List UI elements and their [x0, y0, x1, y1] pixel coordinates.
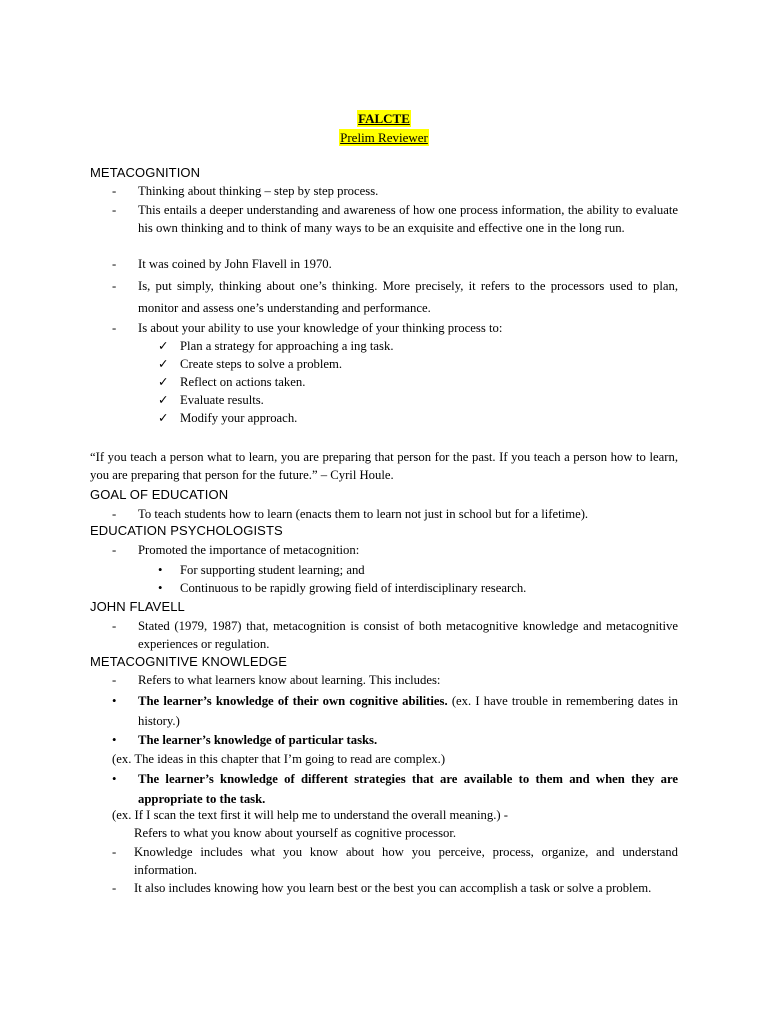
list-item-text: It also includes knowing how you learn best or the best you can accomplish a task or solve a problem. — [134, 881, 652, 895]
bullet-bold-text: The learner’s knowledge of particular tasks. — [138, 733, 378, 747]
quote-paragraph: “If you teach a person what to learn, you are preparing that person for the past. If you teach a person how to learn, you are preparing that person for the future.” – Cyril Houle. — [90, 450, 678, 482]
list-item — [112, 617, 678, 653]
checklist-item-text: Create steps to solve a problem. — [180, 357, 343, 371]
bullet-item-text: Continuous to be rapidly growing field of interdisciplinary research. — [180, 581, 527, 595]
bullet-item — [158, 561, 678, 579]
bullet-item — [158, 579, 678, 597]
checkmark-icon: ✓ — [158, 375, 169, 389]
dash-marker: - — [112, 507, 117, 521]
list-item — [112, 671, 678, 689]
bullet-item-text: For supporting student learning; and — [180, 563, 365, 577]
dash-marker: - — [112, 673, 117, 687]
bullet-marker: • — [112, 733, 117, 747]
dash-marker: - — [112, 257, 117, 271]
heading-metacognitive-knowledge: METACOGNITIVE KNOWLEDGE — [90, 654, 288, 669]
bullet-marker: • — [112, 772, 117, 786]
bullet-marker: • — [158, 563, 163, 577]
list-item-text: Is about your ability to use your knowledge of your thinking process to: — [138, 321, 503, 335]
heading-education-psychologists: EDUCATION PSYCHOLOGISTS — [90, 523, 283, 538]
bullet-bold-text: The learner’s knowledge of different strategies that are available to them and when they are appropriate to the task. — [138, 772, 678, 806]
heading-john-flavell: JOHN FLAVELL — [90, 599, 185, 614]
heading-goal-of-education: GOAL OF EDUCATION — [90, 487, 229, 502]
bullet-item-text — [138, 731, 678, 749]
document-title: FALCTE — [358, 111, 410, 126]
bullet-marker: • — [112, 694, 117, 708]
checkmark-icon: ✓ — [158, 393, 169, 407]
dash-marker: - — [112, 203, 117, 217]
dash-marker: - — [112, 619, 117, 633]
list-item-text: Refers to what learners know about learning. This includes: — [138, 673, 441, 687]
bullet-item — [112, 731, 678, 749]
list-item — [112, 319, 678, 337]
checkmark-icon: ✓ — [158, 411, 169, 425]
list-item-text: To teach students how to learn (enacts them to learn not just in school but for a lifetime). — [138, 507, 589, 521]
checklist-item — [158, 337, 578, 355]
dash-marker: - — [112, 881, 117, 895]
checklist-item — [158, 391, 578, 409]
document-subtitle: Prelim Reviewer — [340, 130, 428, 145]
list-item — [112, 255, 678, 273]
refers-text: Refers to what you know about yourself as cognitive processor. — [134, 826, 457, 840]
bullet-item-text — [138, 691, 678, 731]
list-item — [112, 843, 678, 879]
list-item — [112, 541, 678, 559]
list-item — [112, 879, 678, 897]
list-item — [112, 201, 678, 237]
bullet-bold-text: The learner’s knowledge of their own cognitive abilities. — [138, 694, 448, 708]
checklist-item — [158, 355, 578, 373]
dash-marker: - — [112, 184, 117, 198]
dash-marker: - — [112, 279, 117, 293]
list-item-text: Thinking about thinking – step by step process. — [138, 184, 379, 198]
dash-marker: - — [112, 543, 117, 557]
checklist-item — [158, 373, 578, 391]
list-item-text: It was coined by John Flavell in 1970. — [138, 257, 332, 271]
dash-marker: - — [112, 845, 117, 859]
heading-metacognition: METACOGNITION — [90, 165, 201, 180]
bullet-marker: • — [158, 581, 163, 595]
document-header — [0, 110, 768, 147]
checkmark-icon: ✓ — [158, 357, 169, 371]
list-item — [112, 275, 678, 319]
example-text: (ex. If I scan the text first it will help me to understand the overall meaning.) - — [112, 808, 509, 822]
checklist-item-text: Evaluate results. — [180, 393, 264, 407]
list-item-text: Knowledge includes what you know about how you perceive, process, organize, and understand information. — [134, 845, 678, 877]
checklist-item-text: Reflect on actions taken. — [180, 375, 306, 389]
checklist-item-text: Modify your approach. — [180, 411, 298, 425]
list-item-text: Is, put simply, thinking about one’s thinking. More precisely, it refers to the processors used to plan, monitor and assess one’s understanding and performance. — [138, 279, 678, 315]
list-item-text: This entails a deeper understanding and awareness of how one process information, the ability to evaluate his own thinking and to think of many ways to be an exquisite and effective one in the long run. — [138, 203, 678, 235]
checklist-item-text: Plan a strategy for approaching a ing task. — [180, 339, 394, 353]
list-item-text: Promoted the importance of metacognition: — [138, 543, 360, 557]
list-item — [112, 505, 678, 523]
checklist-item — [158, 409, 578, 427]
list-item-text: Stated (1979, 1987) that, metacognition is consist of both metacognitive knowledge and metacognitive experiences or regulation. — [138, 619, 678, 651]
example-text: (ex. The ideas in this chapter that I’m going to read are complex.) — [112, 752, 446, 766]
bullet-item — [112, 769, 678, 809]
bullet-item — [112, 691, 678, 731]
list-item — [112, 182, 678, 200]
checkmark-icon: ✓ — [158, 339, 169, 353]
bullet-item-text — [138, 769, 678, 809]
dash-marker: - — [112, 321, 117, 335]
bullet-example-text: (ex. I have trouble in remembering dates in history.) — [138, 694, 678, 728]
